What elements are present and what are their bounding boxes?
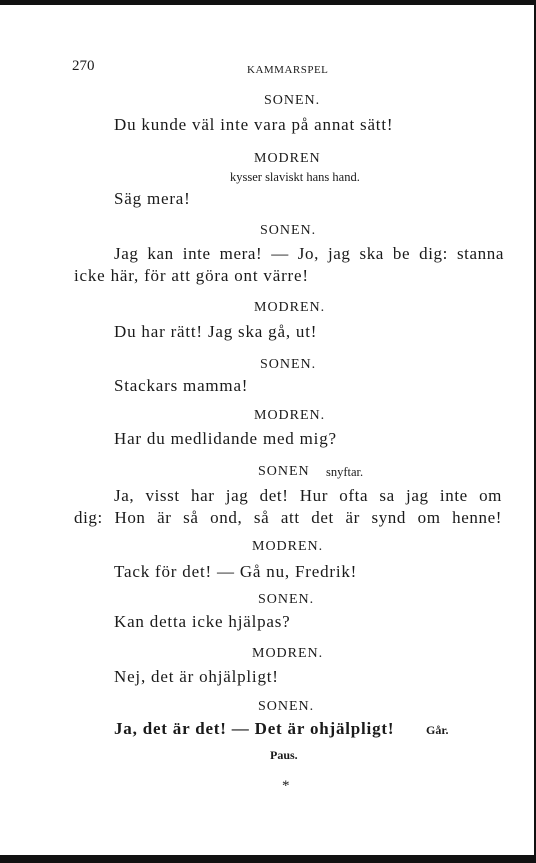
dialogue-line: Stackars mamma! bbox=[114, 376, 249, 395]
page-number: 270 bbox=[72, 58, 95, 74]
dialogue-line: Kan detta icke hjälpas? bbox=[114, 612, 291, 631]
stage-direction: snyftar. bbox=[326, 465, 364, 479]
stage-direction-exit: Går. bbox=[426, 723, 449, 737]
speaker-modren: MODREN bbox=[254, 151, 321, 166]
speaker-modren: MODREN. bbox=[254, 408, 326, 423]
speaker-modren: MODREN. bbox=[252, 539, 324, 554]
dialogue-line: icke här, för att göra ont värre! bbox=[74, 266, 309, 285]
dialogue-line: Du har rätt! Jag ska gå, ut! bbox=[114, 322, 318, 341]
section-end-mark: * bbox=[282, 778, 290, 794]
dialogue-line: Tack för det! — Gå nu, Fredrik! bbox=[114, 562, 358, 581]
running-title: KAMMARSPEL bbox=[247, 64, 329, 76]
dialogue-line: Du kunde väl inte vara på annat sätt! bbox=[114, 115, 394, 134]
dialogue-line: Säg mera! bbox=[114, 189, 191, 208]
page-border-top bbox=[0, 0, 536, 5]
speaker-modren: MODREN. bbox=[252, 646, 324, 661]
speaker-sonen: SONEN. bbox=[258, 699, 315, 714]
dialogue-line: Nej, det är ohjälpligt! bbox=[114, 667, 279, 686]
speaker-sonen: SONEN. bbox=[258, 592, 315, 607]
dialogue-line: Har du medlidande med mig? bbox=[114, 429, 337, 448]
stage-direction-pause: Paus. bbox=[270, 748, 298, 762]
dialogue-line: dig: Hon är så ond, så att det är synd om henne! bbox=[74, 508, 502, 527]
speaker-modren: MODREN. bbox=[254, 300, 326, 315]
speaker-sonen: SONEN. bbox=[260, 223, 317, 238]
dialogue-line: Jag kan inte mera! — Jo, jag ska be dig: stanna bbox=[114, 244, 504, 263]
speaker-sonen: SONEN. bbox=[264, 93, 321, 108]
page-border-bottom bbox=[0, 855, 536, 863]
dialogue-line: Ja, det är det! — Det är ohjälpligt! bbox=[114, 719, 395, 738]
speaker-sonen: SONEN bbox=[258, 464, 310, 479]
stage-direction: kysser slaviskt hans hand. bbox=[230, 170, 360, 184]
dialogue-line: Ja, visst har jag det! Hur ofta sa jag inte om bbox=[114, 486, 502, 505]
speaker-sonen: SONEN. bbox=[260, 357, 317, 372]
